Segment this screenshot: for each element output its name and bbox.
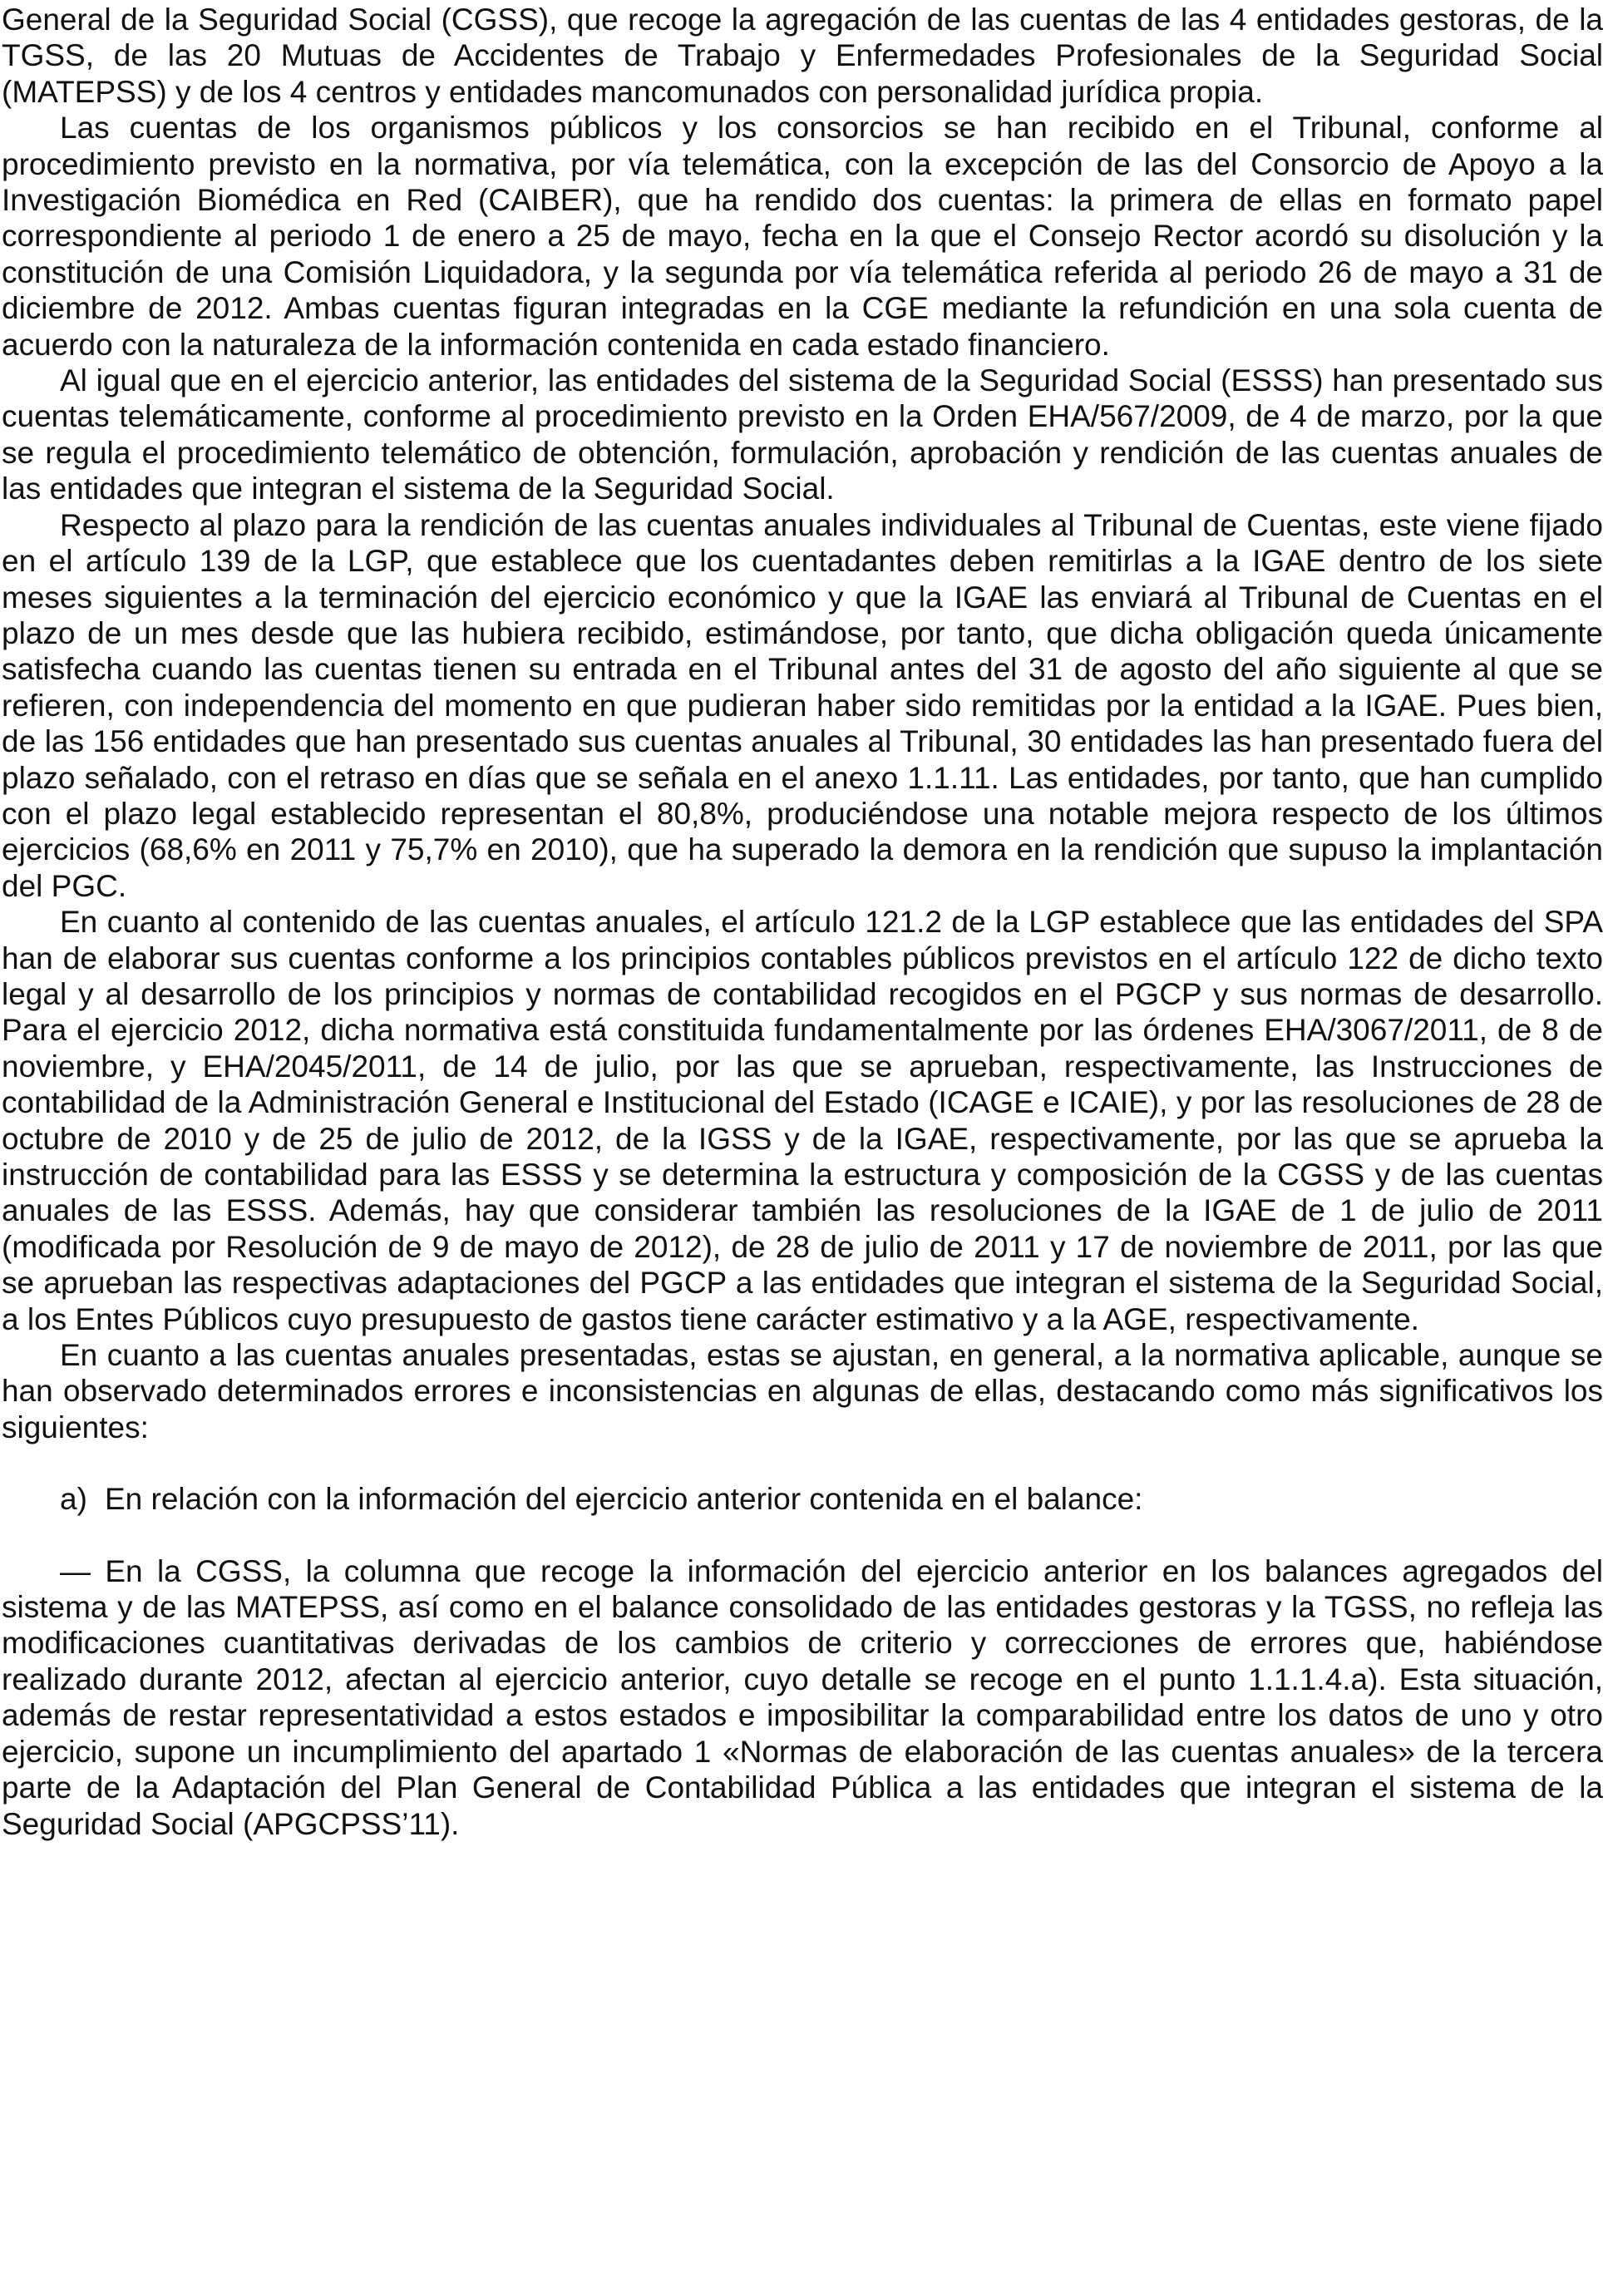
paragraph-dash-cgss: — En la CGSS, la columna que recoge la información del ejercicio anterior en los balances agregados del sistema y de las MATEPSS, así como en el balance consolidado de las entidades gestoras y la TGSS, no refleja las modificaciones cuantitativas derivadas de los cambios de criterio y correcciones de errores que, habiéndose realizado durante 2012, afectan al ejercicio anterior, cuyo detalle se recoge en el punto 1.1.1.4.a). Esta situación, además de restar representatividad a estos estados e imposibilitar la comparabilidad entre los datos de uno y otro ejercicio, supone un incumplimiento del apartado 1 «Normas de elaboración de las cuentas anuales» de la tercera parte de la Adaptación del Plan General de Contabilidad Pública a las entidades que integran el sistema de la Seguridad Social (APGCPSS’11).	[2, 1553, 1603, 1841]
paragraph-cgss-continuation: General de la Seguridad Social (CGSS), que recoge la agregación de las cuentas de las 4 entidades gestoras, de la TGSS, de las 20 Mutuas de Accidentes de Trabajo y Enfermedades Profesionales de la Seguridad Social (MATEPSS) y de los 4 centros y entidades mancomunados con personalidad jurídica propia.	[2, 2, 1603, 109]
paragraph-plazo-rendicion: Respecto al plazo para la rendición de las cuentas anuales individuales al Tribunal de Cuentas, este viene fijado en el artículo 139 de la LGP, que establece que los cuentadantes deben remitirlas a la IGAE dentro de los siete meses siguientes a la terminación del ejercicio económico y que la IGAE las enviará al Tribunal de Cuentas en el plazo de un mes desde que las hubiera recibido, estimándose, por tanto, que dicha obligación queda únicamente satisfecha cuando las cuentas tienen su entrada en el Tribunal antes del 31 de agosto del año siguiente al que se refieren, con independencia del momento en que pudieran haber sido remitidas por la entidad a la IGAE. Pues bien, de las 156 entidades que han presentado sus cuentas anuales al Tribunal, 30 entidades las han presentado fuera del plazo señalado, con el retraso en días que se señala en el anexo 1.1.11. Las entidades, por tanto, que han cumplido con el plazo legal establecido representan el 80,8%, produciéndose una notable mejora respecto de los últimos ejercicios (68,6% en 2011 y 75,7% en 2010), que ha superado la demora en la rendición que supuso la implantación del PGC.	[2, 507, 1603, 903]
paragraph-contenido-cuentas: En cuanto al contenido de las cuentas anuales, el artículo 121.2 de la LGP establece que las entidades del SPA han de elaborar sus cuentas conforme a los principios contables públicos previstos en el artículo 122 de dicho texto legal y al desarrollo de los principios y normas de contabilidad recogidos en el PGCP y sus normas de desarrollo. Para el ejercicio 2012, dicha normativa está constituida fundamentalmente por las órdenes EHA/3067/2011, de 8 de noviembre, y EHA/2045/2011, de 14 de julio, por las que se aprueban, respectivamente, las Instrucciones de contabilidad de la Administración General e Institucional del Estado (ICAGE e ICAIE), y por las resoluciones de 28 de octubre de 2010 y de 25 de julio de 2012, de la IGSS y de la IGAE, respectivamente, por las que se aprueba la instrucción de contabilidad para las ESSS y se determina la estructura y composición de la CGSS y de las cuentas anuales de las ESSS. Además, hay que considerar también las resoluciones de la IGAE de 1 de julio de 2011 (modificada por Resolución de 9 de mayo de 2012), de 28 de julio de 2011 y 17 de noviembre de 2011, por las que se aprueban las respectivas adaptaciones del PGCP a las entidades que integran el sistema de la Seguridad Social, a los Entes Públicos cuyo presupuesto de gastos tiene carácter estimativo y a la AGE, respectivamente.	[2, 905, 1603, 1336]
paragraph-esss-telematica: Al igual que en el ejercicio anterior, las entidades del sistema de la Seguridad Social (ESSS) han presentado sus cuentas telemáticamente, conforme al procedimiento previsto en la Orden EHA/567/2009, de 4 de marzo, por la que se regula el procedimiento telemático de obtención, formulación, aprobación y rendición de las cuentas anuales de las entidades que integran el sistema de la Seguridad Social.	[2, 363, 1603, 506]
list-item-text: En relación con la información del ejercicio anterior contenida en el balance:	[105, 1482, 1143, 1517]
list-item-a	[2, 1481, 1603, 1517]
paragraph-cuentas-presentadas: En cuanto a las cuentas anuales presentadas, estas se ajustan, en general, a la normativa aplicable, aunque se han observado determinados errores e inconsistencias en algunas de ellas, destacando como más significativos los siguientes:	[2, 1338, 1603, 1444]
paragraph-cuentas-organismos: Las cuentas de los organismos públicos y los consorcios se han recibido en el Tribunal, conforme al procedimiento previsto en la normativa, por vía telemática, con la excepción de las del Consorcio de Apoyo a la Investigación Biomédica en Red (CAIBER), que ha rendido dos cuentas: la primera de ellas en formato papel correspondiente al periodo 1 de enero a 25 de mayo, fecha en la que el Consejo Rector acordó su disolución y la constitución de una Comisión Liquidadora, y la segunda por vía telemática referida al periodo 26 de mayo a 31 de diciembre de 2012. Ambas cuentas figuran integradas en la CGE mediante la refundición en una sola cuenta de acuerdo con la naturaleza de la información contenida en cada estado financiero.	[2, 111, 1603, 362]
spacer	[2, 1518, 1603, 1553]
list-marker: a)	[60, 1482, 87, 1517]
spacer	[2, 1445, 1603, 1481]
